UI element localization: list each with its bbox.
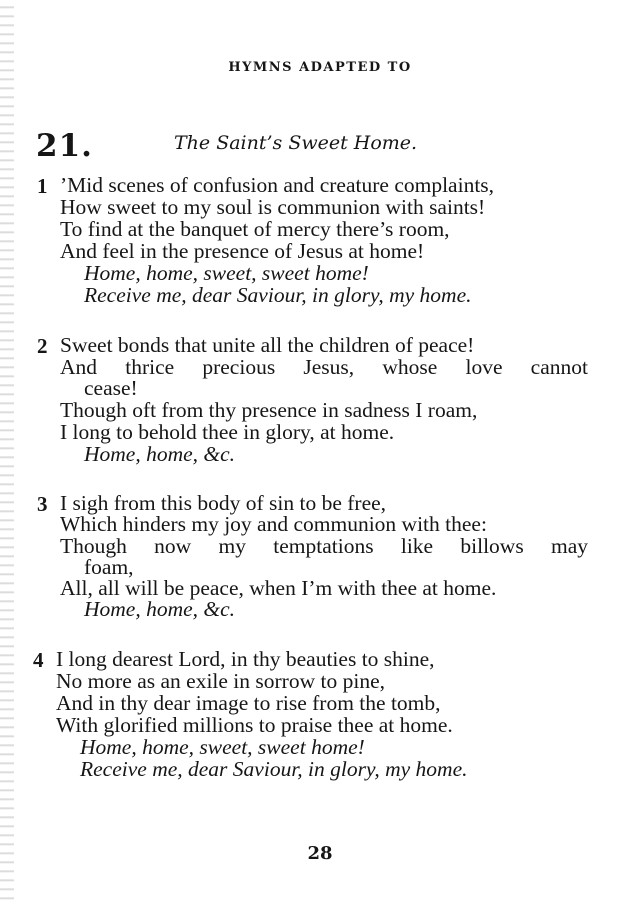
stanza-number: 1 bbox=[37, 174, 48, 198]
verse-line: Which hinders my joy and communion with thee: bbox=[60, 512, 487, 536]
page-binding-edge bbox=[0, 0, 14, 904]
verse-line: And in thy dear image to rise from the tomb, bbox=[56, 691, 441, 715]
chorus-line: Home, home, &c. bbox=[84, 597, 236, 621]
chorus-line: Home, home, sweet, sweet home! bbox=[80, 735, 365, 759]
chorus-line: Home, home, sweet, sweet home! bbox=[84, 261, 369, 285]
chorus-line: Receive me, dear Saviour, in glory, my home. bbox=[80, 757, 468, 781]
verse-line: I long to behold thee in glory, at home. bbox=[60, 420, 395, 444]
verse-line: I long dearest Lord, in thy beauties to shine, bbox=[56, 647, 435, 671]
verse-line-continuation: cease! bbox=[84, 376, 138, 400]
verse-line: No more as an exile in sorrow to pine, bbox=[56, 669, 385, 693]
chorus-line: Home, home, &c. bbox=[84, 442, 236, 466]
running-head: HYMNS ADAPTED TO bbox=[228, 60, 412, 75]
verse-line: Though oft from thy presence in sadness I roam, bbox=[60, 398, 478, 422]
verse-line: ’Mid scenes of confusion and creature complaints, bbox=[60, 173, 495, 197]
verse-line: To find at the banquet of mercy there’s room, bbox=[60, 217, 450, 241]
page-number: 28 bbox=[307, 843, 333, 864]
verse-line: Though now my temptations like billows may bbox=[60, 534, 588, 558]
verse-line: How sweet to my soul is communion with saints! bbox=[60, 195, 486, 219]
stanza-number: 4 bbox=[33, 648, 44, 672]
hymn-number: 21. bbox=[36, 128, 93, 164]
hymn-title: The Saint’s Sweet Home. bbox=[174, 132, 418, 154]
verse-line: I sigh from this body of sin to be free, bbox=[60, 491, 387, 515]
verse-line: With glorified millions to praise thee at home. bbox=[56, 713, 453, 737]
stanza-number: 3 bbox=[37, 492, 48, 516]
verse-line: Sweet bonds that unite all the children of peace! bbox=[60, 333, 475, 357]
chorus-line: Receive me, dear Saviour, in glory, my home. bbox=[84, 283, 472, 307]
verse-line: And thrice precious Jesus, whose love cannot bbox=[60, 355, 588, 379]
verse-line-continuation: foam, bbox=[84, 555, 134, 579]
verse-line: All, all will be peace, when I’m with thee at home. bbox=[60, 576, 497, 600]
verse-line: And feel in the presence of Jesus at home! bbox=[60, 239, 425, 263]
stanza-number: 2 bbox=[37, 334, 48, 358]
